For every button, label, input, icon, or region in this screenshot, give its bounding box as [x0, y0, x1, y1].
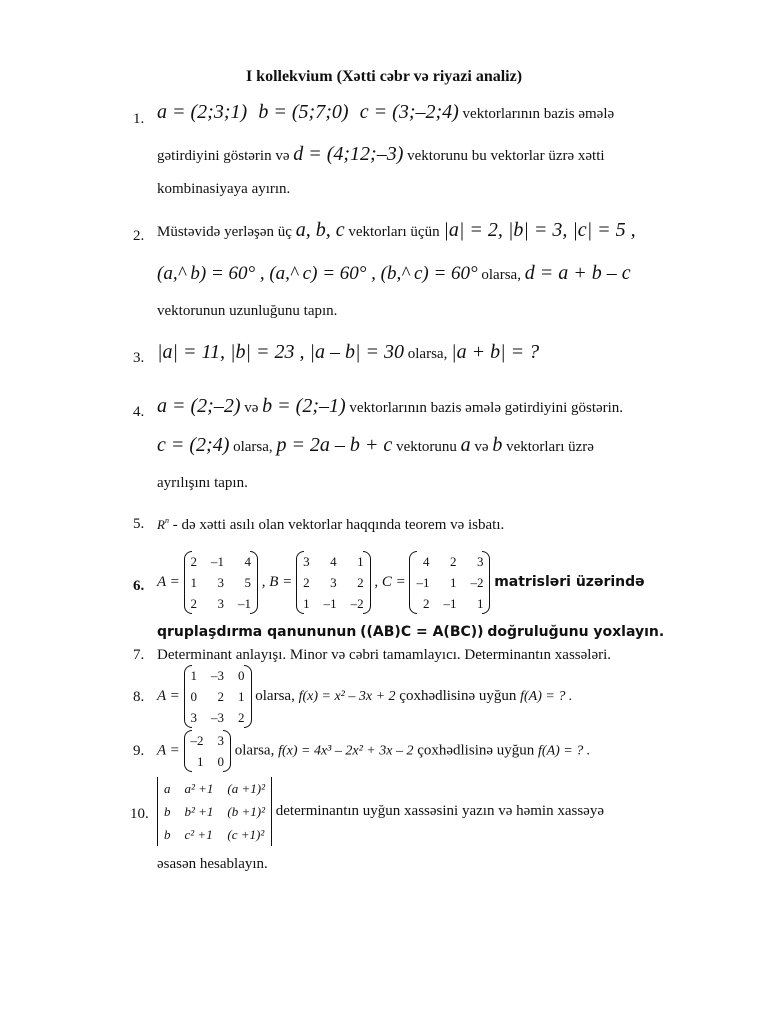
problem-8-text-2: çoxhədlisinə uyğun: [399, 687, 517, 704]
problem-9-polynomial: f(x) = 4x³ – 2x² + 3x – 2: [278, 743, 414, 759]
matrix-cell: (a +1)²: [227, 780, 265, 796]
matrix-cell: 0: [217, 753, 225, 769]
problem-8-fa: f(A) = ? .: [520, 688, 573, 704]
problem-2-text-2: vektorları üçün: [348, 224, 440, 240]
problem-7-text: Determinant anlayışı. Minor və cəbri tamamlayıcı. Determinantın xassələri.: [157, 647, 612, 663]
problem-4-text-5: ayrılışını tapın.: [157, 475, 248, 491]
problem-2-line-2: [157, 262, 631, 285]
problem-6-text-1: matrisləri üzərində: [494, 573, 645, 590]
matrix-cell: 1: [476, 595, 484, 611]
problem-4-and: və: [244, 400, 259, 416]
problem-4-vector-c: c = (2;4): [157, 434, 230, 456]
problem-4-text-4: vektorları üzrə: [506, 439, 594, 455]
matrix-cell: 5: [244, 574, 252, 590]
problem-2-vectors: a, b, c: [295, 219, 345, 241]
matrix-cell: 3: [217, 732, 225, 748]
problem-6-number: 6.: [133, 578, 145, 594]
vector-c: c = (3;–2;4): [359, 101, 459, 123]
matrix-cell: 1: [449, 574, 457, 590]
matrix-cell: 2: [303, 574, 310, 590]
matrix-cell: 1: [190, 574, 198, 590]
problem-2-text-1: Müstəvidə yerləşən üç: [157, 224, 292, 240]
problem-4-vector-b: b = (2;–1): [262, 395, 346, 417]
matrix-cell: c² +1: [184, 826, 213, 842]
matrix-cell: 0: [238, 667, 245, 683]
problem-10-line: [157, 777, 604, 846]
matrix-cell: 1: [303, 595, 310, 611]
problem-4-symbol-b: b: [492, 434, 503, 456]
problem-4-vector-p: p = 2a – b + c: [276, 434, 393, 456]
problem-5-line: [157, 516, 504, 534]
problem-5-rn: R: [157, 517, 165, 532]
problem-1-line-2: [157, 143, 605, 166]
problem-7-number: 7.: [133, 647, 145, 663]
matrix-cell: 4: [422, 553, 430, 569]
problem-4-text-3: vektorunu: [396, 439, 457, 455]
matrix-cell: 3: [217, 595, 225, 611]
problem-2-number: 2.: [133, 228, 145, 244]
matrix-cell: 2: [190, 553, 198, 569]
problem-8-polynomial: f(x) = x² – 3x + 2: [298, 688, 396, 704]
matrix-cell: 4: [330, 553, 337, 569]
problem-5-number: 5.: [133, 516, 145, 532]
matrix-cell: 3: [190, 709, 198, 725]
matrix-cell: 2: [238, 709, 245, 725]
problem-3-text: olarsa,: [407, 346, 448, 362]
matrix-cell: –1: [416, 574, 430, 590]
problem-2-text-3: olarsa,: [481, 267, 521, 283]
matrix-cell: –3: [211, 709, 225, 725]
matrix-cell: 2: [449, 553, 457, 569]
problem-10-number: 10.: [130, 806, 149, 822]
problem-9-number: 9.: [133, 743, 145, 759]
problem-6-formula: ((AB)C = A(BC)): [360, 624, 484, 640]
problem-8-number: 8.: [133, 689, 145, 705]
problem-3-expression: |a| = 11, |b| = 23 , |a – b| = 30: [157, 341, 404, 363]
problem-4-vector-a: a = (2;–2): [157, 395, 241, 417]
problem-1-text-2: gətirdiyini göstərin və: [157, 148, 290, 164]
matrix-cell: b² +1: [184, 803, 214, 819]
problem-8-matrix: [184, 665, 252, 728]
problem-9-matrix: [184, 730, 232, 772]
problem-2-line-1: [157, 219, 636, 242]
matrix-cell: (b +1)²: [227, 803, 265, 819]
problem-3-line: [157, 341, 539, 364]
problem-8-line: [157, 665, 572, 728]
matrix-c-label: C =: [381, 573, 406, 590]
problem-4-text-1: vektorlarının bazis əmələ gətirdiyini göstərin.: [349, 400, 624, 416]
problem-4-and-2: və: [474, 439, 489, 455]
matrix-cell: 4: [244, 553, 252, 569]
problem-8-a-label: A =: [157, 687, 180, 704]
problem-9-fa: f(A) = ? .: [538, 743, 591, 759]
matrix-cell: 3: [217, 574, 225, 590]
problem-4-line-2: [157, 434, 594, 457]
vector-a: a = (2;3;1): [157, 101, 248, 123]
matrix-cell: –2: [190, 732, 204, 748]
problem-4-number: 4.: [133, 404, 145, 420]
problem-1-line-1: [157, 101, 614, 124]
problem-3-question: |a + b| = ?: [451, 341, 540, 363]
matrix-cell: 3: [303, 553, 310, 569]
matrix-a: [184, 551, 259, 614]
matrix-a-label: A =: [157, 573, 180, 590]
problem-4-text-2: olarsa,: [233, 439, 273, 455]
matrix-cell: 0: [190, 688, 198, 704]
vector-d: d = (4;12;–3): [293, 143, 404, 165]
problem-10-determinant: [157, 777, 272, 846]
problem-9-a-label: A =: [157, 742, 180, 759]
matrix-cell: 1: [190, 667, 198, 683]
matrix-cell: –2: [470, 574, 484, 590]
problem-1-text-4: kombinasiyaya ayırın.: [157, 181, 291, 197]
problem-10-text-2: əsasən hesablayın.: [157, 856, 268, 872]
matrix-cell: –1: [238, 595, 252, 611]
problem-5-text: - də xətti asılı olan vektorlar haqqında teorem və isbatı.: [172, 517, 505, 533]
matrix-cell: 2: [217, 688, 225, 704]
matrix-cell: 3: [330, 574, 337, 590]
matrix-cell: 2: [422, 595, 430, 611]
problem-6-text-3: doğruluğunu yoxlayın.: [487, 624, 665, 640]
matrix-cell: 1: [197, 753, 204, 769]
problem-9-line: [157, 730, 590, 772]
problem-6-line-2: [157, 624, 664, 641]
problem-2-text-4: vektorunun uzunluğunu tapın.: [157, 303, 338, 319]
matrix-cell: –1: [443, 595, 457, 611]
problem-2-norms: |a| = 2, |b| = 3, |c| = 5 ,: [443, 219, 636, 241]
matrix-cell: 3: [476, 553, 484, 569]
matrix-cell: b: [164, 803, 171, 819]
matrix-cell: –3: [211, 667, 225, 683]
problem-1-text-1: vektorlarının bazis əmələ: [462, 106, 615, 122]
matrix-cell: 1: [357, 553, 364, 569]
problem-2-angles: (a,^ b) = 60° , (a,^ c) = 60° , (b,^ c) = 60°: [157, 263, 478, 284]
matrix-cell: (c +1)²: [227, 826, 265, 842]
problem-3-number: 3.: [133, 350, 145, 366]
matrix-cell: a² +1: [184, 780, 214, 796]
problem-4-symbol-a: a: [460, 434, 471, 456]
problem-9-text-2: çoxhədlisinə uyğun: [417, 742, 535, 759]
problem-5-rn-sup: n: [164, 516, 169, 525]
problem-1-number: 1.: [133, 111, 145, 127]
matrix-b: [296, 551, 371, 614]
matrix-cell: 1: [238, 688, 245, 704]
matrix-cell: –1: [211, 553, 225, 569]
matrix-cell: –2: [350, 595, 364, 611]
matrix-cell: –1: [323, 595, 337, 611]
matrix-cell: b: [164, 826, 171, 842]
matrix-b-label: B =: [269, 573, 293, 590]
problem-2-vector-d: d = a + b – c: [524, 262, 631, 284]
matrix-c: [409, 551, 490, 614]
problem-9-text-1: olarsa,: [234, 742, 275, 759]
problem-8-text-1: olarsa,: [255, 687, 295, 704]
page-title: I kollekvium (Xətti cəbr və riyazi analiz): [245, 68, 523, 85]
vector-b: b = (5;7;0): [258, 101, 349, 123]
problem-1-text-3: vektorunu bu vektorlar üzrə xətti: [407, 148, 605, 164]
problem-4-line-1: [157, 395, 623, 418]
problem-10-text-1: determinantın uyğun xassəsini yazın və həmin xassəyə: [275, 802, 604, 819]
matrix-cell: a: [164, 780, 171, 796]
problem-6-text-2: qruplaşdırma qanununun: [157, 624, 357, 640]
matrix-cell: 2: [190, 595, 198, 611]
matrix-cell: 2: [357, 574, 364, 590]
problem-6-matrices: A = 2 –1 4 1 3 5 2 3 –1 , B = 3 4 1 2 3 2 1 –1 –2 , C = 4 2 3 –1 1 –2 2 –1 1 matrisləri üzərində: [157, 551, 645, 614]
